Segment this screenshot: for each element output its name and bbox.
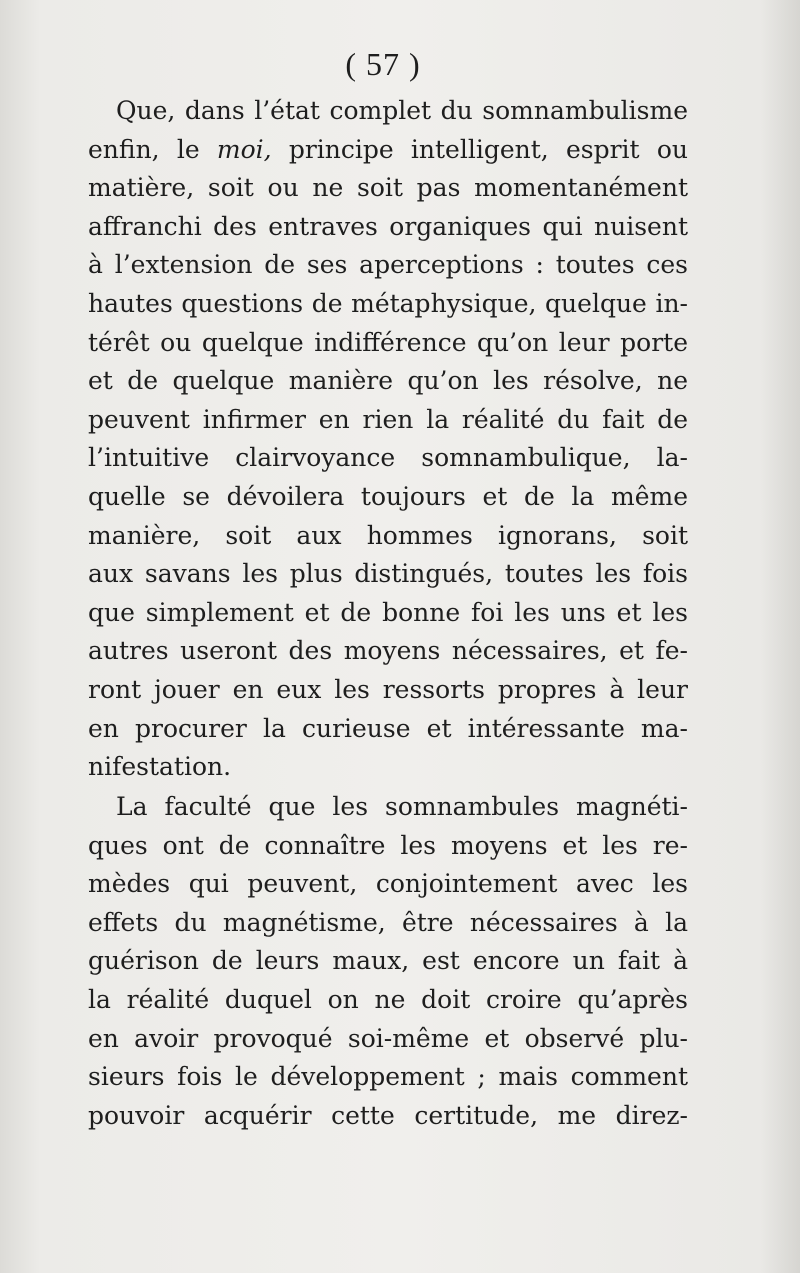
paragraph-2 — [88, 788, 688, 1135]
text-line: en procurer la curieuse et intéressante ma- — [88, 713, 688, 743]
text-line: guérison de leurs maux, est encore un fait à — [88, 946, 688, 976]
text-line: mèdes qui peuvent, conjointement avec les — [88, 869, 688, 899]
text-line: ront jouer en eux les ressorts propres à leur — [88, 674, 688, 704]
text-line: la réalité duquel on ne doit croire qu’après — [88, 984, 688, 1014]
text-line: térêt ou quelque indifférence qu’on leur porte — [88, 327, 688, 357]
text-line: effets du magnétisme, être nécessaires à la — [88, 907, 688, 937]
text-line: quelle se dévoilera toujours et de la même — [88, 481, 688, 511]
text-line: autres useront des moyens nécessaires, et fe- — [88, 636, 688, 666]
text-line: La faculté que les somnambules magnéti- — [116, 792, 688, 821]
text-line: en avoir provoqué soi-même et observé plu- — [88, 1023, 688, 1053]
text-line: nifestation. — [88, 752, 232, 782]
text-fragment: principe intelligent, esprit ou — [271, 134, 688, 164]
text-line: pouvoir acquérir cette certitude, me direz- — [88, 1100, 688, 1130]
text-line: à l’extension de ses aperceptions : toutes ces — [88, 250, 688, 280]
text-line: l’intuitive clairvoyance somnambulique, la- — [88, 443, 688, 473]
text-fragment: enfin, le — [88, 134, 217, 164]
text-line: et de quelque manière qu’on les résolve, ne — [88, 366, 688, 396]
text-line: peuvent infirmer en rien la réalité du fait de — [88, 404, 688, 434]
text-line: aux savans les plus distingués, toutes les fois — [88, 559, 688, 589]
text-line: hautes questions de métaphysique, quelque in- — [88, 288, 688, 318]
page-number: ( 57 ) — [345, 46, 421, 82]
paragraph-1 — [88, 92, 688, 787]
text-line — [88, 131, 688, 170]
italic-word: moi, — [216, 134, 272, 164]
text-line: matière, soit ou ne soit pas momentanément — [88, 173, 688, 203]
text-line: que simplement et de bonne foi les uns et les — [88, 597, 688, 627]
text-line: manière, soit aux hommes ignorans, soit — [88, 520, 688, 550]
text-line: sieurs fois le développement ; mais comment — [88, 1062, 688, 1092]
text-line: Que, dans l’état complet du somnambulisme — [116, 96, 688, 125]
text-line: affranchi des entraves organiques qui nuisent — [88, 211, 688, 241]
text-line: ques ont de connaître les moyens et les re- — [88, 830, 688, 860]
